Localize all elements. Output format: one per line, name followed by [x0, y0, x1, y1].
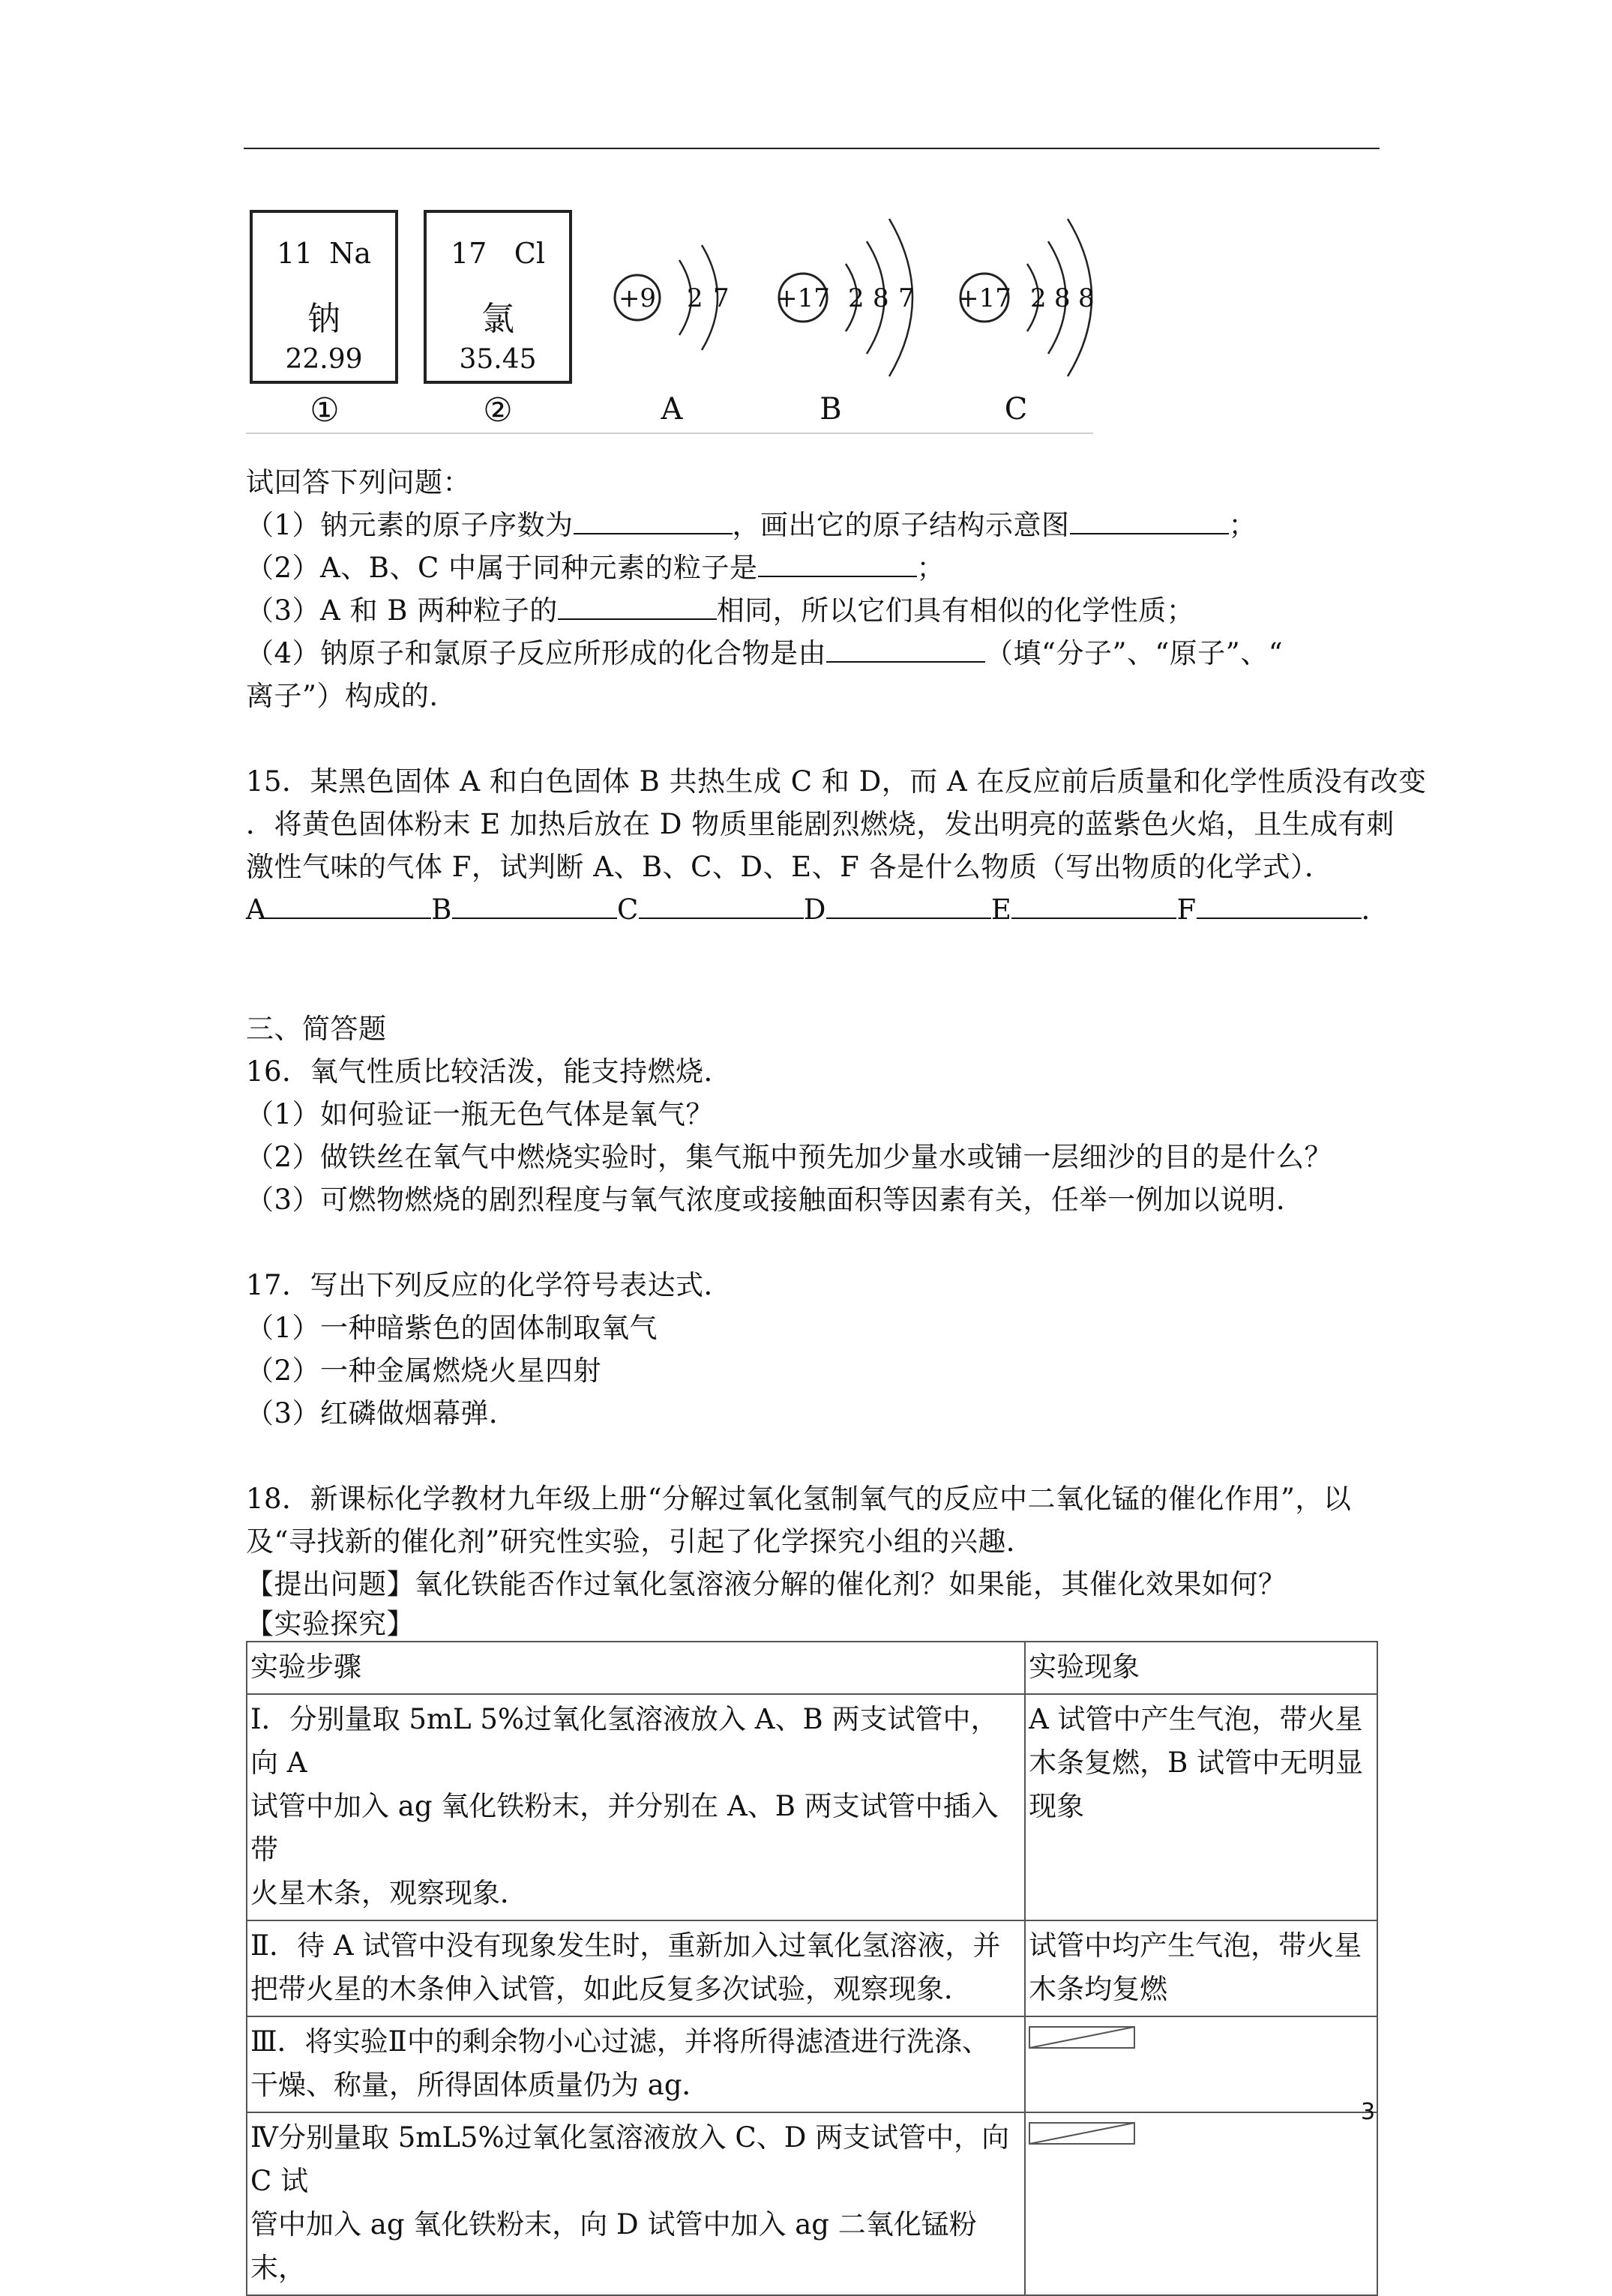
- q16-part1: （1）如何验证一瓶无色气体是氧气？: [246, 1098, 715, 1130]
- table-row: [247, 1920, 1377, 2016]
- card-label: ①: [310, 391, 340, 430]
- q18-explore: 【实验探究】: [246, 1608, 415, 1640]
- q15-blanks: [246, 887, 1389, 927]
- q14-part1-text-c: ；: [1228, 509, 1257, 541]
- observation-cell[interactable]: [1025, 2112, 1377, 2295]
- nucleus-charge: +17: [957, 283, 1011, 313]
- step-line: Ⅱ．待 A 试管中没有现象发生时，重新加入过氧化氢溶液，并: [250, 1929, 1001, 1962]
- card-symbol: Cl: [514, 237, 545, 270]
- step-line: 火星木条，观察现象．: [250, 1877, 528, 1909]
- shell-electrons: 2: [1030, 283, 1047, 313]
- nucleus-charge: +17: [776, 283, 830, 313]
- step-line: Ⅰ．分别量取 5mL 5%过氧化氢溶液放入 A、B 两支试管中，向 A: [250, 1703, 999, 1779]
- atom-b-diagram: [776, 219, 915, 427]
- q15-line2: ．将黄色固体粉末 E 加热后放在 D 物质里能剧烈燃烧，发出明亮的蓝紫色火焰，且生成有刺: [246, 808, 1395, 840]
- card-atomic-number: 11: [277, 237, 313, 270]
- atom-a-diagram: [615, 245, 730, 427]
- shell-electrons: 8: [873, 283, 889, 313]
- step-cell: [247, 2112, 1025, 2295]
- answer-blank[interactable]: [1011, 890, 1176, 919]
- q14-part2: [246, 545, 945, 585]
- step-cell: [247, 2016, 1025, 2112]
- diagonal-placeholder: [1029, 2120, 1141, 2147]
- answer-blank[interactable]: [558, 591, 717, 620]
- step-line: 管中加入 ag 氧化铁粉末，向 D 试管中加入 ag 二氧化锰粉末，: [250, 2208, 977, 2284]
- q14-part1-text-a: （1）钠元素的原子序数为: [246, 509, 574, 541]
- q17-part2: （2）一种金属燃烧火星四射: [246, 1355, 602, 1387]
- header-observation: 实验现象: [1025, 1642, 1377, 1694]
- q14-intro: 试回答下列问题：: [246, 466, 471, 498]
- observation-line: 试管中均产生气泡，带火星: [1029, 1929, 1362, 1962]
- step-cell: [247, 1920, 1025, 2016]
- atom-diagrams: [246, 196, 1093, 433]
- blank-label-f: F: [1176, 894, 1197, 926]
- shell-electrons: 2: [848, 283, 864, 313]
- atom-figure: [246, 196, 1093, 434]
- step-line: Ⅳ分别量取 5mL5%过氧化氢溶液放入 C、D 两支试管中，向 C 试: [250, 2121, 1010, 2197]
- answer-blank[interactable]: [452, 890, 617, 919]
- q14-part4-text-a: （4）钠原子和氯原子反应所形成的化合物是由: [246, 637, 827, 669]
- atom-c-diagram: [957, 219, 1095, 427]
- card-element-name: 氯: [481, 300, 514, 338]
- step-cell: [247, 1694, 1025, 1920]
- step-line: Ⅲ．将实验Ⅱ中的剩余物小心过滤，并将所得滤渣进行洗涤、: [250, 2025, 990, 2058]
- step-line: 试管中加入 ag 氧化铁粉末，并分别在 A、B 两支试管中插入带: [250, 1790, 999, 1866]
- q14-part1: [246, 502, 1257, 543]
- q14-part4: [246, 630, 1283, 671]
- q14-part4-cont: 离子”）构成的.: [246, 680, 439, 712]
- answer-blank[interactable]: [826, 633, 985, 663]
- blank-label-a: A: [246, 894, 267, 926]
- diagonal-placeholder: [1029, 2024, 1141, 2051]
- table-header-row: [247, 1642, 1377, 1694]
- answer-blank[interactable]: [639, 890, 804, 919]
- answer-blank[interactable]: [1197, 890, 1362, 919]
- q14-part1-text-b: ，画出它的原子结构示意图: [732, 509, 1070, 541]
- observation-line: 木条复燃，B 试管中无明显: [1029, 1747, 1364, 1779]
- observation-cell: [1025, 1694, 1377, 1920]
- page-number: 3: [1361, 2099, 1376, 2125]
- table-row: [247, 2016, 1377, 2112]
- section-title: 三、简答题: [246, 1013, 387, 1045]
- header-rule: [244, 148, 1380, 149]
- q18-question: 【提出问题】氧化铁能否作过氧化氢溶液分解的催化剂？如果能，其催化效果如何？: [246, 1568, 1287, 1600]
- q14-part4-text-b: （填“分子”、“原子”、“: [985, 637, 1284, 669]
- answer-blank[interactable]: [574, 505, 733, 534]
- shell-electrons: 7: [713, 283, 730, 313]
- answer-blank[interactable]: [758, 548, 917, 577]
- blank-label-c: C: [616, 894, 639, 926]
- nucleus-charge: +9: [618, 283, 657, 313]
- q17-part3: （3）红磷做烟幕弹．: [246, 1397, 517, 1429]
- q16-part2: （2）做铁丝在氧气中燃烧实验时，集气瓶中预先加少量水或铺一层细沙的目的是什么？: [246, 1141, 1333, 1173]
- observation-cell: [1025, 1920, 1377, 2016]
- card-atomic-mass: 35.45: [459, 344, 537, 375]
- q16-stem: 16．氧气性质比较活泼，能支持燃烧．: [246, 1055, 733, 1088]
- q14-part2-text-a: （2）A、B、C 中属于同种元素的粒子是: [246, 552, 758, 584]
- blank-label-b: B: [431, 894, 452, 926]
- q18-line2: 及“寻找新的催化剂”研究性实验，引起了化学探究小组的兴趣．: [246, 1525, 1035, 1558]
- atom-label: A: [661, 392, 683, 427]
- q14-part3-text-a: （3）A 和 B 两种粒子的: [246, 594, 558, 627]
- shell-electrons: 8: [1078, 283, 1095, 313]
- observation-cell[interactable]: [1025, 2016, 1377, 2112]
- q14-part2-text-b: ；: [916, 552, 945, 584]
- observation-line: 木条均复燃: [1029, 1973, 1168, 2005]
- q18-line1: 18．新课标化学教材九年级上册“分解过氧化氢制氧气的反应中二氧化锰的催化作用”，以: [246, 1483, 1352, 1515]
- q14-part3: [246, 588, 1194, 628]
- table-row: [247, 2112, 1377, 2295]
- observation-line: A 试管中产生气泡，带火星: [1029, 1703, 1363, 1735]
- header-step: 实验步骤: [247, 1642, 1025, 1694]
- blank-label-e: E: [990, 894, 1012, 926]
- card-atomic-mass: 22.99: [285, 344, 363, 375]
- answer-blank[interactable]: [266, 890, 431, 919]
- shell-electrons: 2: [687, 283, 703, 313]
- q14-part3-text-b: 相同，所以它们具有相似的化学性质；: [716, 594, 1195, 627]
- shell-electrons: 8: [1054, 283, 1071, 313]
- step-line: 把带火星的木条伸入试管，如此反复多次试验，观察现象．: [250, 1973, 972, 2005]
- step-line: 干燥、称量，所得固体质量仍为 ag．: [250, 2069, 710, 2101]
- answer-blank[interactable]: [826, 890, 991, 919]
- atom-label: C: [1004, 392, 1028, 427]
- q17-stem: 17．写出下列反应的化学符号表达式．: [246, 1269, 733, 1301]
- card-atomic-number: 17: [451, 237, 487, 270]
- observation-line: 现象: [1029, 1790, 1085, 1822]
- table-row: [247, 1694, 1377, 1920]
- card-label: ②: [483, 391, 513, 430]
- q17-part1: （1）一种暗紫色的固体制取氧气: [246, 1312, 658, 1344]
- q15-end: ．: [1361, 894, 1390, 926]
- answer-blank[interactable]: [1070, 505, 1229, 534]
- card-element-name: 钠: [307, 300, 340, 338]
- shell-electrons: 7: [898, 283, 915, 313]
- q15-line1: 15．某黑色固体 A 和白色固体 B 共热生成 C 和 D，而 A 在反应前后质量和化学性质没有改变: [246, 765, 1427, 798]
- atom-label: B: [819, 392, 842, 427]
- q15-line3: 激性气味的气体 F，试判断 A、B、C、D、E、F 各是什么物质（写出物质的化学式）．: [246, 851, 1333, 883]
- experiment-table: [246, 1641, 1378, 2296]
- card-symbol: Na: [329, 237, 371, 270]
- q16-part3: （3）可燃物燃烧的剧烈程度与氧气浓度或接触面积等因素有关，任举一例加以说明．: [246, 1184, 1305, 1216]
- blank-label-d: D: [803, 894, 826, 926]
